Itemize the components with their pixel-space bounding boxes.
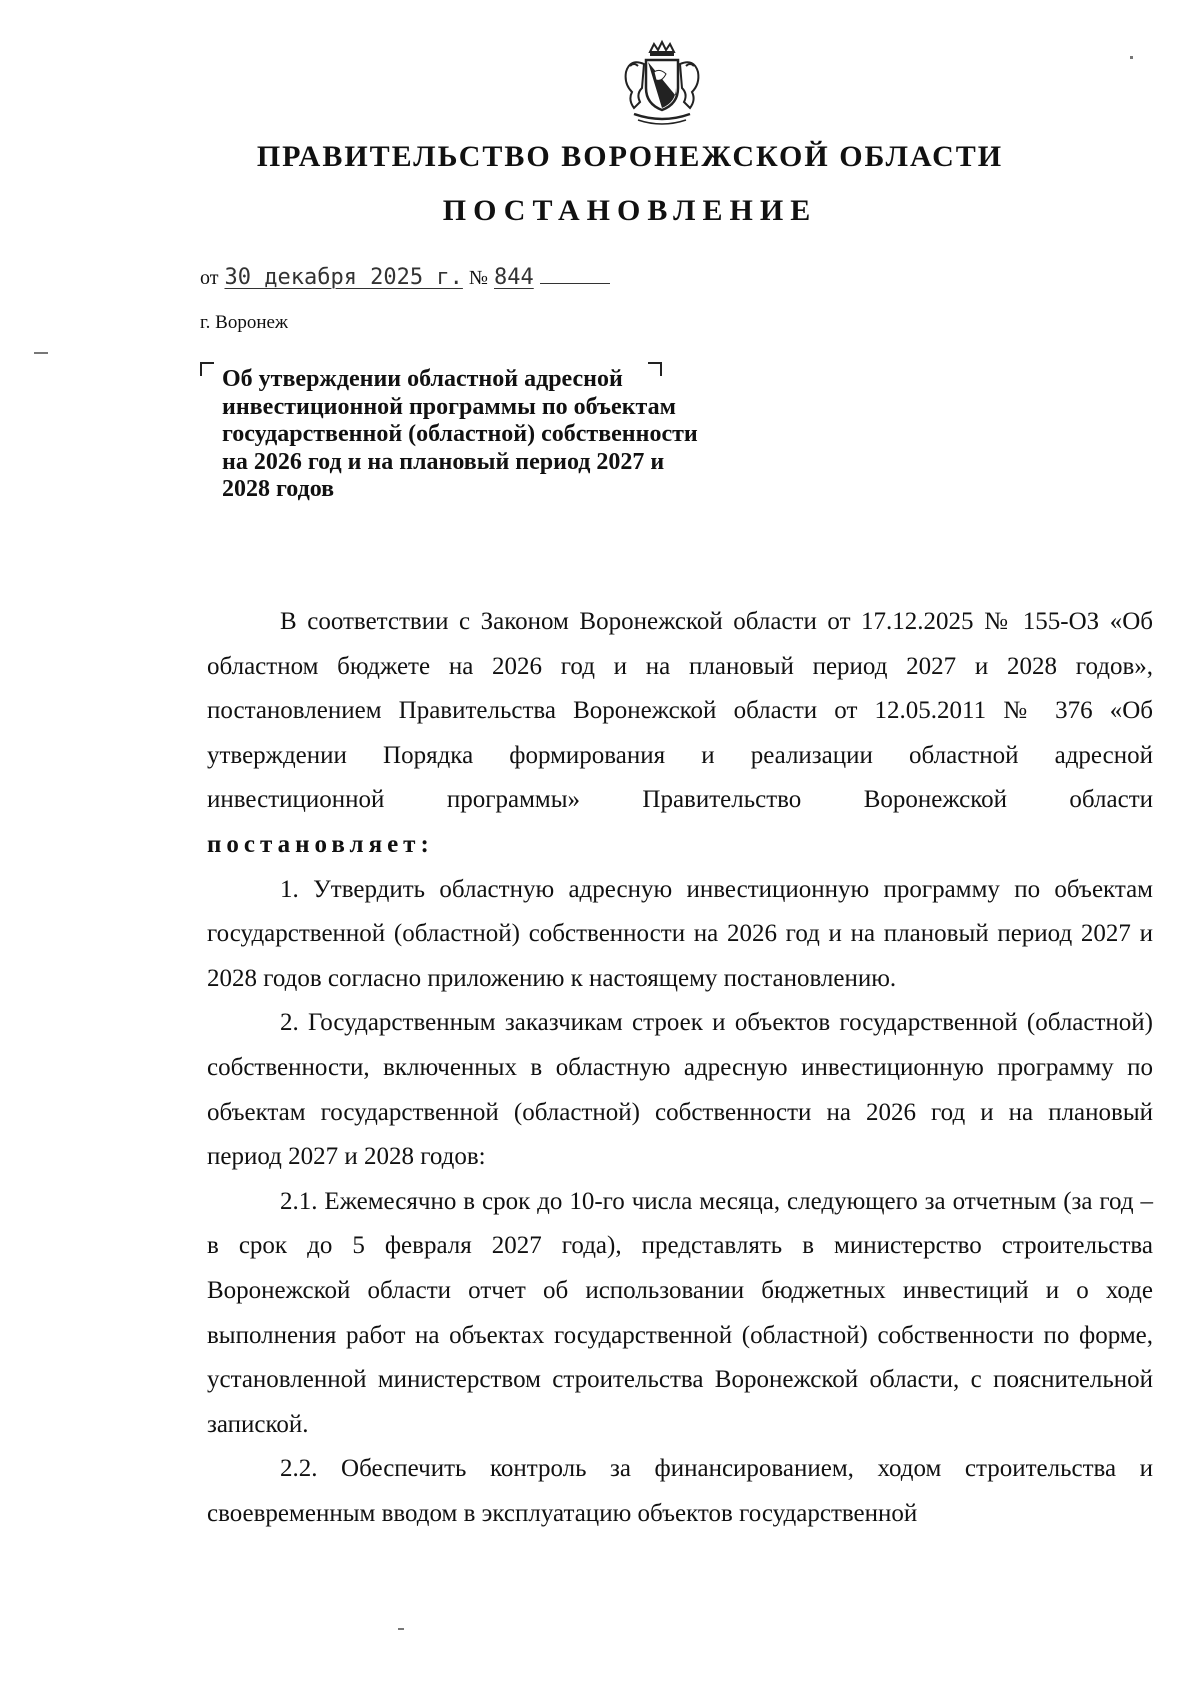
number-underline xyxy=(540,269,610,284)
preamble-text: В соответствии с Законом Воронежской области от 17.12.2025 № 155-ОЗ «Об областном бюджете на 2026 год и на плановый период 2027 и 2028 годов», постановлением Правительства Воронежской области от 12.05.2011 № 376 «Об утверждении Порядка формирования и реализации областной адресной инвестиционной программы» Правительство Воронежской области xyxy=(207,608,1153,814)
scan-speck xyxy=(34,352,48,354)
item-2: 2. Государственным заказчикам строек и объектов государственной (областной) собственности, включенных в областную адресную инвестиционную программу по объектам государственной (областной) собственности на 2026 год и на плановый период 2027 и 2028 годов: xyxy=(207,1009,1153,1171)
government-title: ПРАВИТЕЛЬСТВО ВОРОНЕЖСКОЙ ОБЛАСТИ xyxy=(256,140,1004,173)
preamble-paragraph xyxy=(207,600,1153,868)
date-number-line xyxy=(200,264,610,290)
coat-of-arms-icon xyxy=(614,38,710,130)
document-subject: Об утверждении областной адресной инвестиционной программы по объектам государственной (областной) собственности на 2026 год и на плановый период 2027 и 2028 годов xyxy=(222,366,698,502)
document-body xyxy=(207,600,1153,1536)
item-2-1: 2.1. Ежемесячно в срок до 10-го числа месяца, следующего за отчетным (за год – в срок до 5 февраля 2027 года), представлять в министерство строительства Воронежской области отчет об использовании бюджетных инвестиций и о ходе выполнения работ на объектах государственной (областной) собственности по форме, установленной министерством строительства Воронежской области, с пояснительной запиской. xyxy=(207,1187,1153,1438)
date-prefix: от xyxy=(200,267,219,289)
scan-speck xyxy=(398,1628,404,1630)
document-date: 30 декабря 2025 г. xyxy=(224,265,463,290)
subject-corner-left xyxy=(200,362,214,376)
scan-speck xyxy=(1130,56,1133,59)
document-type: ПОСТАНОВЛЕНИЕ xyxy=(442,194,818,227)
item-1: 1. Утвердить областную адресную инвестиционную программу по объектам государственной (областной) собственности на 2026 год и на плановый период 2027 и 2028 годов согласно приложению к настоящему постановлению. xyxy=(207,875,1153,992)
resolves-word: постановляет: xyxy=(207,830,434,858)
item-2-2: 2.2. Обеспечить контроль за финансированием, ходом строительства и своевременным вводом в эксплуатацию объектов государственной xyxy=(207,1455,1153,1527)
city: г. Воронеж xyxy=(200,312,289,333)
number-prefix: № xyxy=(468,267,488,289)
document-number: 844 xyxy=(494,265,534,290)
